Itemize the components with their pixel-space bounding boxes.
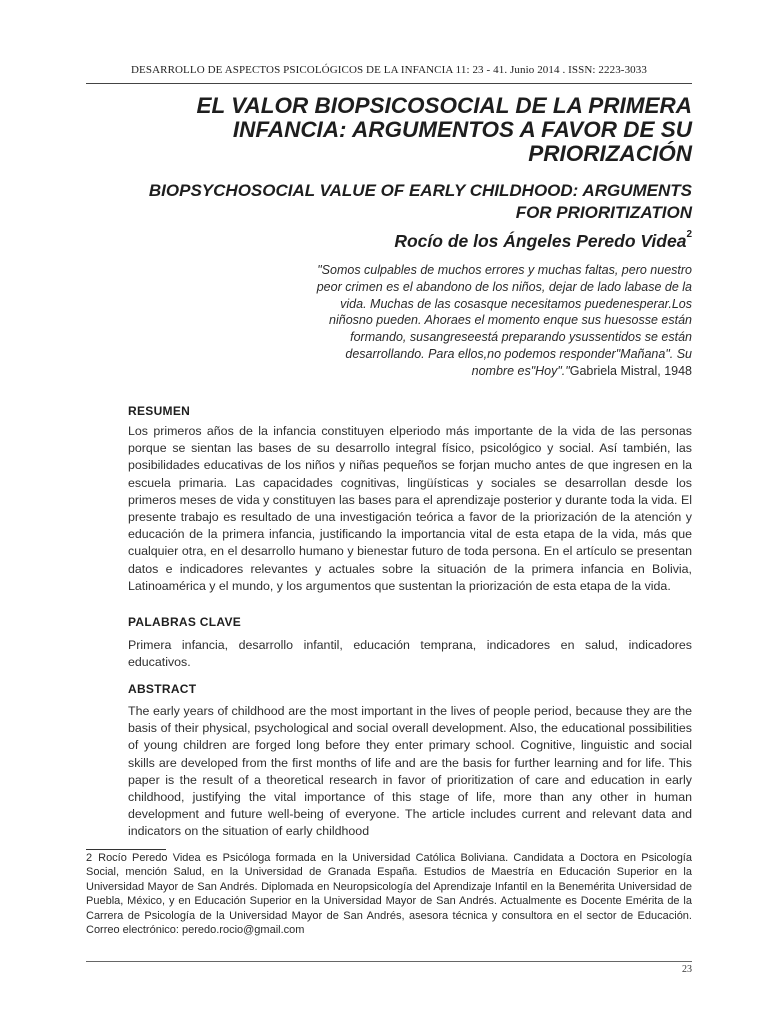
- palabras-clave-text: Primera infancia, desarrollo infantil, educación temprana, indicadores en salud, indicadores educativos.: [128, 638, 692, 670]
- abstract-heading: ABSTRACT: [128, 682, 197, 696]
- paper-title: EL VALOR BIOPSICOSOCIAL DE LA PRIMERA INFANCIA: ARGUMENTOS A FAVOR DE SU PRIORIZACIÓN: [196, 93, 692, 166]
- author-footnote-mark[interactable]: 2: [686, 229, 692, 240]
- running-head: DESARROLLO DE ASPECTOS PSICOLÓGICOS DE LA INFANCIA 11: 23 - 41. Junio 2014 . ISSN: 2223-3033: [131, 64, 647, 76]
- palabras-clave-heading: PALABRAS CLAVE: [128, 615, 242, 629]
- abstract-text: The early years of childhood are the most important in the lives of people period, because they are the basis of their physical, psychological and social overall development. Also, the educational possibilities of young children are forged long before they enter primary school. Cognitive, linguistic and social skills are developed from the first months of life and are the basis for further learning and for life. This paper is the result of a theoretical research in favor of prioritization of care and education in early childhood, justifying the vital importance of this stage of life, more than any other in human development and future well-being of everyone. The article includes current and relevant data and indicators on the situation of early childhood: [128, 704, 692, 839]
- epigraph: [300, 262, 692, 380]
- author-line: [200, 231, 692, 252]
- resumen-heading: RESUMEN: [128, 404, 191, 418]
- footer-rule: [86, 961, 692, 962]
- author-footnote: [86, 851, 692, 937]
- footnote-number: 2: [86, 852, 93, 864]
- page-number: 23: [682, 964, 692, 975]
- resumen-text: Los primeros años de la infancia constituyen elperiodo más importante de la vida de las personas porque se sientan las bases de su desarrollo integral físico, psicológico y social. Así también, las posibilidades educativas de los niños y niñas pequeños se forjan mucho antes de que ingresen en la escuela primaria. Las capacidades cognitivas, lingüísticas y sociales se desarrollan desde los primeros meses de vida y constituyen las bases para el aprendizaje posterior y durante toda la vida. El presente trabajo es resultado de una investigación teórica a favor de la priorización de la atención y educación de la primera infancia, justificando la importancia vital de esta etapa de la vida, más que cualquier otra, en el desarrollo humano y bienestar futuro de toda persona. En el artículo se presentan datos e indicadores relevantes y actuales sobre la situación de la primera infancia en Bolivia, Latinoamérica y el mundo, y los argumentos que sustentan la priorización de esta etapa de la vida.: [128, 424, 692, 593]
- epigraph-quote: "Somos culpables de muchos errores y muchas faltas, pero nuestro peor crimen es el abandono de los niños, dejar de lado labase de la vida. Muchas de las cosasque necesitamos puedenesperar.Los niñosno pueden. Ahoraes el momento enque sus huesosse están formando, susangreseestá preparando ysussentidos se están desarrollando. Para ellos,no podemos responder"Mañana". Su nombre es"Hoy".": [316, 263, 692, 378]
- paper-subtitle-english: BIOPSYCHOSOCIAL VALUE OF EARLY CHILDHOOD: ARGUMENTS FOR PRIORITIZATION: [148, 181, 692, 222]
- footnote-text: Rocío Peredo Videa es Psicóloga formada en la Universidad Católica Boliviana. Candidata a Doctora en Psicología Social, mención Salud, en la Universidad de Granada España. Estudios de Maestría en Educación Superior en la Universidad Mayor de San Andrés. Diplomada en Neuropsicología del Aprendizaje Infantil en la Benemérita Universidad de Puebla, México, y en Educación Superior en la Universidad Mayor de San Andrés. Actualmente es Docente Emérita de la Carrera de Psicología de la Universidad Mayor de San Andrés, asesora técnica y consultora en el sector de Educación. Correo electrónico: peredo.rocio@gmail.com: [86, 852, 692, 937]
- header-rule: [86, 83, 692, 84]
- author-name: Rocío de los Ángeles Peredo Videa: [394, 231, 687, 251]
- footnote-rule: [86, 849, 166, 850]
- epigraph-attribution: Gabriela Mistral, 1948: [569, 363, 692, 378]
